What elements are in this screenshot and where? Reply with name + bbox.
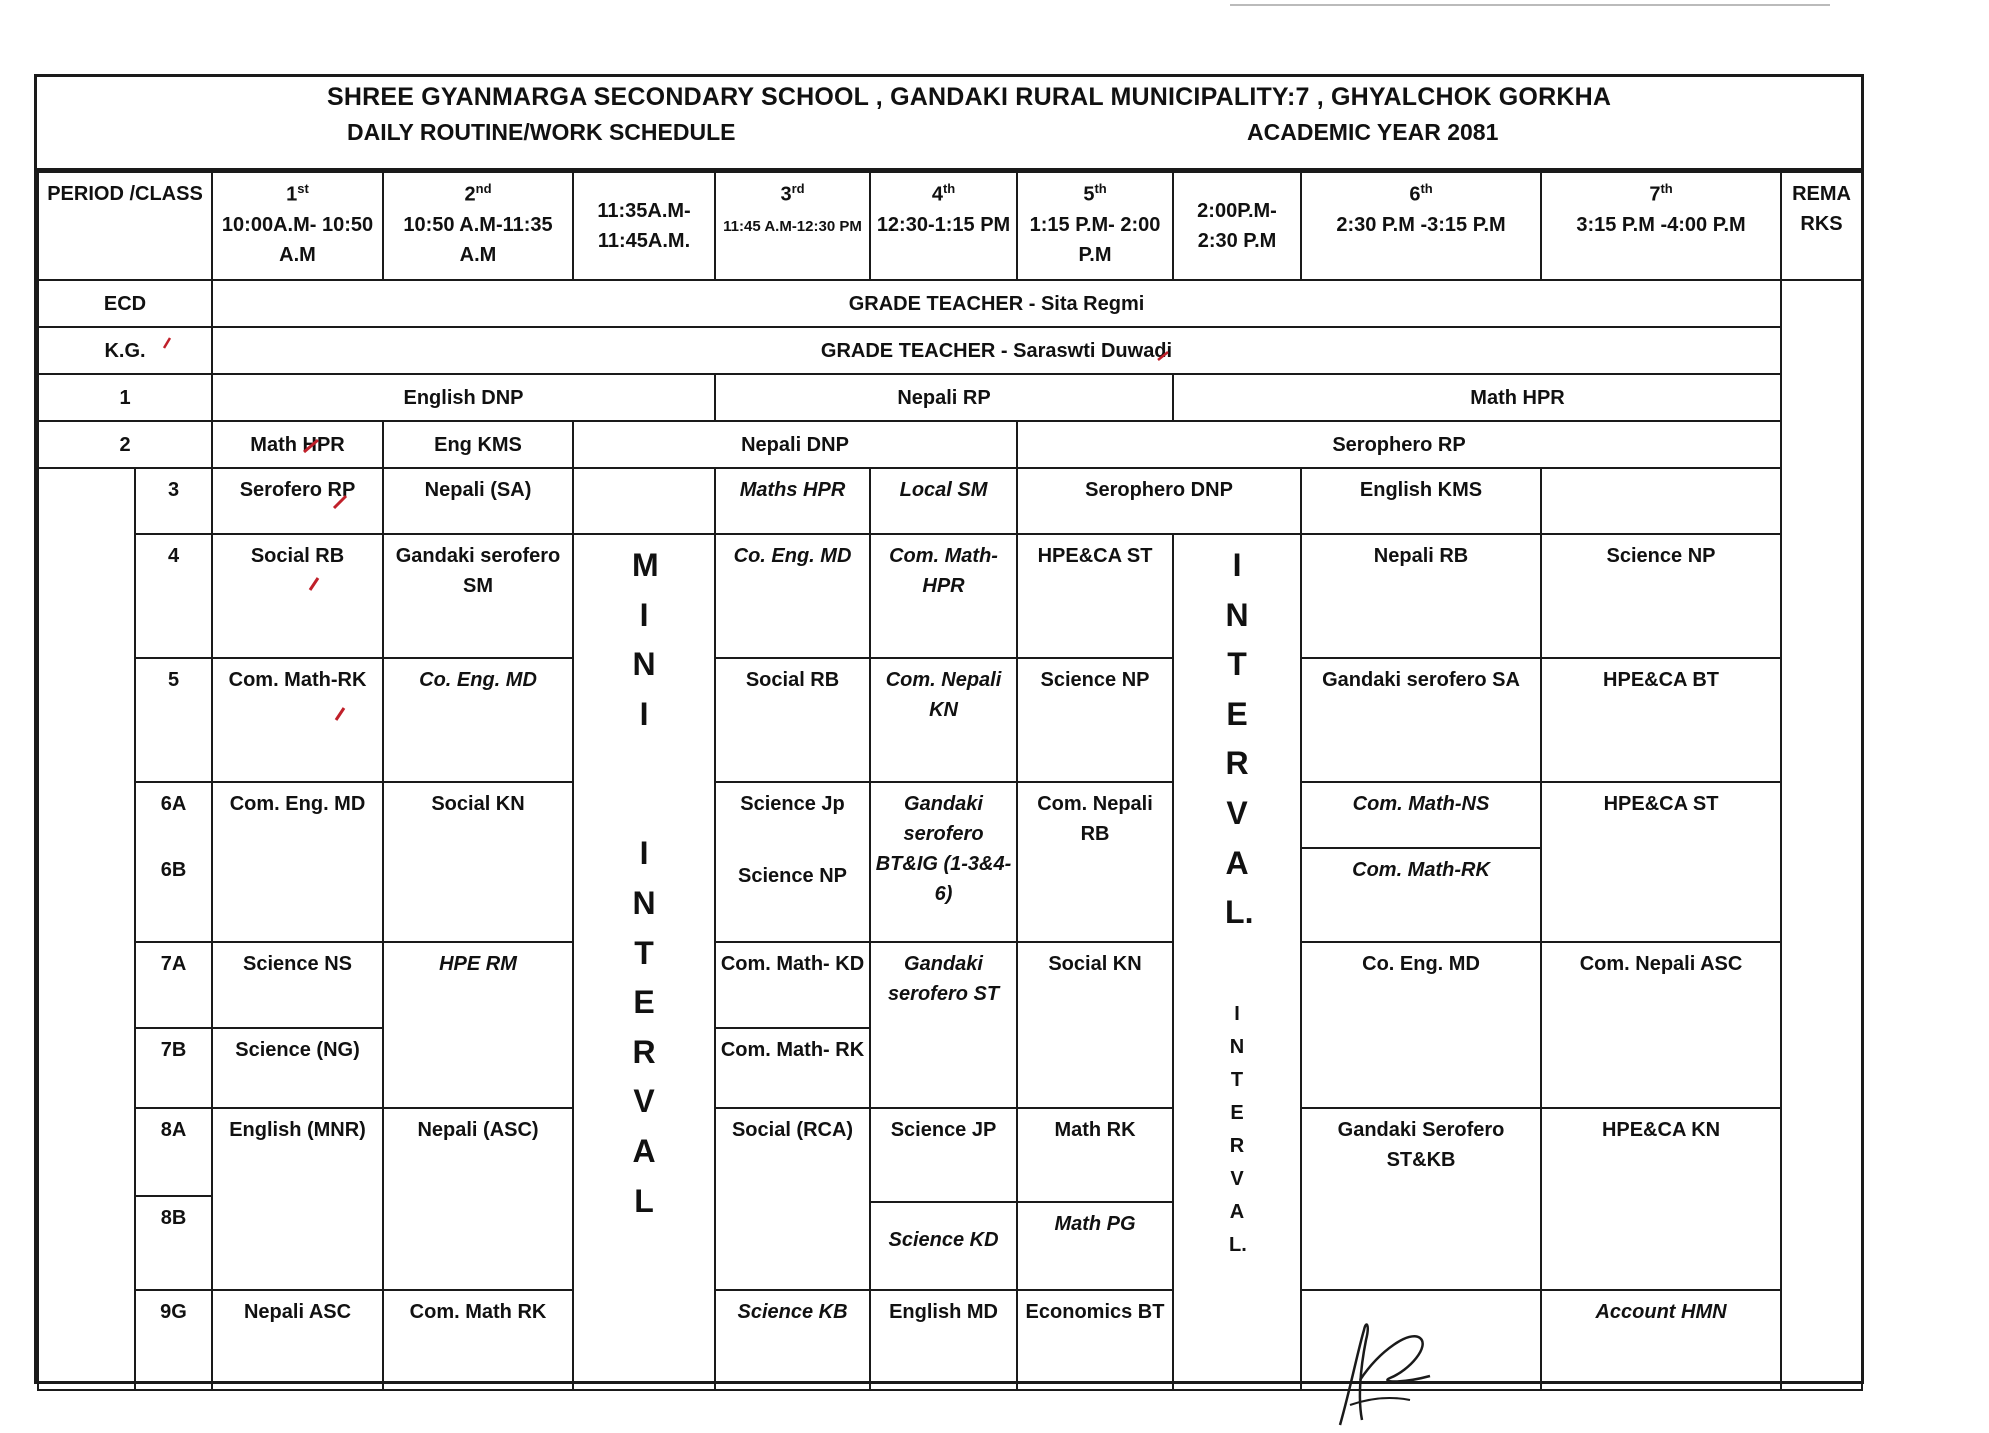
grade2-nepali: Nepali DNP bbox=[573, 421, 1017, 468]
ecd-grade-teacher: GRADE TEACHER - Sita Regmi bbox=[212, 280, 1781, 327]
grade8a-p5: Math RK bbox=[1018, 1109, 1172, 1203]
class-label: 3 bbox=[135, 468, 212, 534]
class-6b: 6B bbox=[160, 859, 187, 881]
grade5-p6: Gandaki serofero SA bbox=[1301, 658, 1541, 782]
grade7b-p1: Science (NG) bbox=[235, 1039, 360, 1061]
grade7-p4: Gandaki serofero ST bbox=[870, 942, 1017, 1108]
grade6-p2: Social KN bbox=[383, 782, 573, 942]
grade9-p3: Science KB bbox=[715, 1290, 870, 1390]
grade2-p1: Math HPR bbox=[212, 421, 383, 468]
grade1-nepali: Nepali RP bbox=[715, 374, 1173, 421]
grade8b-p4: Science KD bbox=[888, 1229, 999, 1251]
grade8-p6: Gandaki Serofero ST&KB bbox=[1301, 1108, 1541, 1290]
kg-grade-teacher: GRADE TEACHER - Saraswti Duwadi bbox=[212, 327, 1781, 374]
grade3-p2: Nepali (SA) bbox=[383, 468, 573, 534]
class-label: 9G bbox=[135, 1290, 212, 1390]
grade9-p5: Economics BT bbox=[1017, 1290, 1173, 1390]
class-8b: 8B bbox=[160, 1207, 187, 1229]
grade7a-p1: Science NS bbox=[213, 943, 382, 1029]
mini-interval-label: I N T E R V A L bbox=[632, 835, 656, 1219]
grade6-p4: Gandaki serofero BT&IG (1-3&4-6) bbox=[870, 782, 1017, 942]
grade3-p1: Serofero RP bbox=[212, 468, 383, 534]
grade4-p5: HPE&CA ST bbox=[1017, 534, 1173, 658]
class-8a: 8A bbox=[136, 1109, 211, 1197]
period-5-header: 5th 1:15 P.M- 2:00 P.M bbox=[1017, 172, 1173, 280]
grade9-p4: English MD bbox=[870, 1290, 1017, 1390]
class-7a: 7A bbox=[136, 943, 211, 1029]
class-label: 4 bbox=[135, 534, 212, 658]
grade2-p2: Eng KMS bbox=[383, 421, 573, 468]
grade6a-p3: Science Jp bbox=[740, 793, 845, 815]
grade6-p7: HPE&CA ST bbox=[1541, 782, 1781, 942]
grade3-p6: English KMS bbox=[1301, 468, 1541, 534]
grade5-p5: Science NP bbox=[1017, 658, 1173, 782]
grade5-p7: HPE&CA BT bbox=[1541, 658, 1781, 782]
grade7-p7: Com. Nepali ASC bbox=[1541, 942, 1781, 1108]
grade8-p2: Nepali (ASC) bbox=[383, 1108, 573, 1290]
grade5-p2: Co. Eng. MD bbox=[383, 658, 573, 782]
grade8-p1: English (MNR) bbox=[212, 1108, 383, 1290]
class-label: ECD bbox=[38, 280, 212, 327]
grade5-p4: Com. Nepali KN bbox=[870, 658, 1017, 782]
class-label: 5 bbox=[135, 658, 212, 782]
school-name: SHREE GYANMARGA SECONDARY SCHOOL , GANDAKI RURAL MUNICIPALITY:7 , GHYALCHOK GORKHA bbox=[327, 83, 1612, 111]
period-6-header: 6th 2:30 P.M -3:15 P.M bbox=[1301, 172, 1541, 280]
interval-label: I N T E R V A L. bbox=[1225, 547, 1254, 931]
grade9-p1: Nepali ASC bbox=[212, 1290, 383, 1390]
grade7-p2: HPE RM bbox=[383, 942, 573, 1108]
grade6-p5: Com. Nepali RB bbox=[1017, 782, 1173, 942]
grade6-p1: Com. Eng. MD bbox=[212, 782, 383, 942]
class-7b: 7B bbox=[160, 1039, 187, 1061]
grade5-p3: Social RB bbox=[715, 658, 870, 782]
grade8-p3: Social (RCA) bbox=[715, 1108, 870, 1290]
interval-label-small: I N T E R V A L. bbox=[1229, 1002, 1247, 1256]
schedule-title: DAILY ROUTINE/WORK SCHEDULE bbox=[347, 119, 736, 145]
period-7-header: 7th 3:15 P.M -4:00 P.M bbox=[1541, 172, 1781, 280]
grade4-p4: Com. Math-HPR bbox=[870, 534, 1017, 658]
grade7-p5: Social KN bbox=[1017, 942, 1173, 1108]
remarks-header: REMARKS bbox=[1781, 172, 1862, 280]
class-label: K.G. bbox=[38, 327, 212, 374]
grade1-math: Math HPR bbox=[1173, 374, 1862, 421]
period-3-header: 3rd 11:45 A.M-12:30 PM bbox=[715, 172, 870, 280]
grade3-p4: Local SM bbox=[870, 468, 1017, 534]
grade8-p7: HPE&CA KN bbox=[1541, 1108, 1781, 1290]
interval-time: 2:00P.M- 2:30 P.M bbox=[1173, 172, 1301, 280]
grade4-p6: Nepali RB bbox=[1301, 534, 1541, 658]
grade6a-p6: Com. Math-NS bbox=[1302, 783, 1540, 849]
grade9-p6: Account HMN bbox=[1541, 1290, 1781, 1390]
grade1-english: English DNP bbox=[212, 374, 715, 421]
grade4-p3: Co. Eng. MD bbox=[715, 534, 870, 658]
grade6b-p6: Com. Math-RK bbox=[1352, 859, 1490, 881]
grade5-p1: Com. Math-RK bbox=[212, 658, 383, 782]
period-1-header: 1st 10:00A.M- 10:50 A.M bbox=[212, 172, 383, 280]
grade4-p2: Gandaki serofero SM bbox=[383, 534, 573, 658]
period-4-header: 4th 12:30-1:15 PM bbox=[870, 172, 1017, 280]
grade3-p3: Maths HPR bbox=[715, 468, 870, 534]
mini-label: M I N I bbox=[632, 547, 659, 732]
period-class-header: PERIOD /CLASS bbox=[38, 172, 212, 280]
grade4-p1: Social RB bbox=[212, 534, 383, 658]
grade8b-p5: Math PG bbox=[1054, 1213, 1136, 1235]
class-6a: 6A bbox=[160, 793, 187, 815]
grade3-p5: Serophero DNP bbox=[1017, 468, 1301, 534]
class-label: 1 bbox=[38, 374, 212, 421]
grade7-p6: Co. Eng. MD bbox=[1301, 942, 1541, 1108]
grade7a-p3: Com. Math- KD bbox=[716, 943, 869, 1029]
grade9-p2: Com. Math RK bbox=[383, 1290, 573, 1390]
grade7b-p3: Com. Math- RK bbox=[720, 1039, 865, 1061]
grade2-serophero: Serophero RP bbox=[1017, 421, 1781, 468]
period-2-header: 2nd 10:50 A.M-11:35 A.M bbox=[383, 172, 573, 280]
grade6b-p3: Science NP bbox=[738, 865, 847, 887]
mini-interval-time: 11:35A.M- 11:45A.M. bbox=[573, 172, 715, 280]
grade4-p7: Science NP bbox=[1541, 534, 1781, 658]
grade8a-p4: Science JP bbox=[871, 1109, 1016, 1203]
class-label: 2 bbox=[38, 421, 212, 468]
academic-year: ACADEMIC YEAR 2081 bbox=[1247, 119, 1499, 145]
